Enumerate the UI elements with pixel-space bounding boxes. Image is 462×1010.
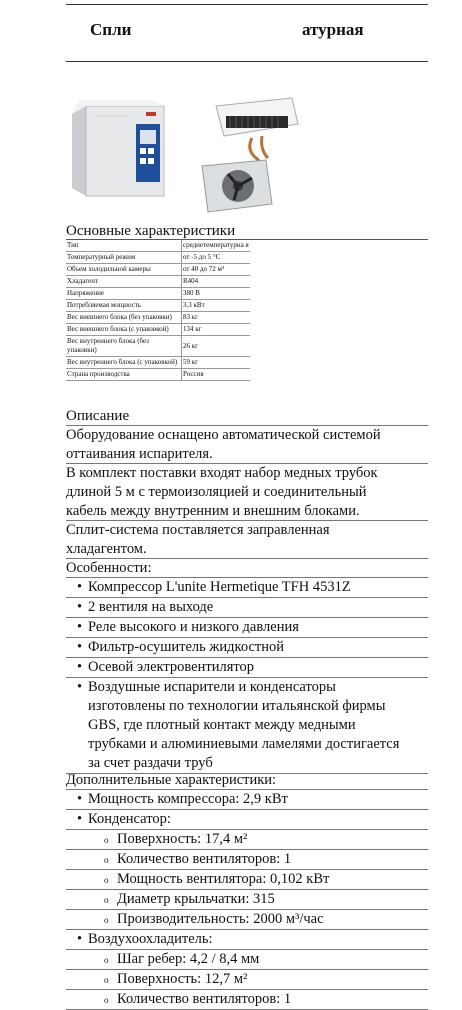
table-row [66, 312, 250, 324]
description-paragraph-3 [66, 521, 428, 559]
top-rule [66, 4, 428, 5]
circle-bullet-icon: o [104, 915, 109, 925]
item-text: за счет раздачи труб [88, 755, 213, 771]
bullet-icon: • [77, 599, 83, 615]
item-text: Диаметр крыльчатки: 315 [117, 891, 275, 907]
text-line: Сплит-система поставляется заправленная [66, 522, 330, 538]
table-row [66, 240, 250, 252]
description-paragraph-2 [66, 464, 428, 521]
spec-key: Напряжение [66, 288, 182, 300]
page-title [66, 14, 428, 48]
item-text: Компрессор L'unite Hermetique TFH 4531Z [88, 579, 351, 595]
item-text: Реле высокого и низкого давления [88, 619, 299, 635]
bullet-icon: • [77, 811, 83, 827]
item-text: Фильтр-осушитель жидкостной [88, 639, 284, 655]
table-row [66, 324, 250, 336]
item-text: трубками и алюминиевыми ламелями достигается [88, 736, 400, 752]
spec-key: Вес внешнего блока (без упаковки) [66, 312, 182, 324]
spec-key: Вес внешнего блока (с упаковкой) [66, 324, 182, 336]
item-text: Производительность: 2000 м³/час [117, 911, 324, 927]
item-text: Поверхность: 17,4 м² [117, 831, 248, 847]
spec-key: Температурный режим [66, 252, 182, 264]
bullet-icon: • [77, 579, 83, 595]
item-text: Шаг ребер: 4,2 / 8,4 мм [117, 951, 260, 967]
text-line: кабель между внутренним и внешним блоками. [66, 503, 360, 519]
text-line: Оборудование оснащено автоматической системой [66, 427, 381, 443]
spec-value: 134 кг [182, 324, 251, 336]
item-text: изготовлены по технологии итальянской фирмы [88, 698, 386, 714]
list-item [66, 598, 428, 618]
table-row [66, 357, 250, 369]
bullet-icon: • [77, 659, 83, 675]
spec-value: 59 кг [182, 357, 251, 369]
product-image [66, 96, 316, 216]
list-item [66, 790, 428, 810]
item-text: Осевой электровентилятор [88, 659, 255, 675]
description-paragraph-1 [66, 426, 428, 464]
list-item [66, 890, 428, 910]
list-item [66, 658, 428, 678]
spec-key: Объем холодильной камеры [66, 264, 182, 276]
spec-value: 26 кг [182, 336, 251, 357]
table-row [66, 369, 250, 381]
title-rule [66, 61, 428, 62]
bullet-icon: • [77, 791, 83, 807]
title-right: атурная [302, 20, 364, 39]
list-item [66, 930, 428, 950]
list-item [66, 870, 428, 890]
spec-value: 380 В [182, 288, 251, 300]
bullet-icon: • [77, 639, 83, 655]
bullet-icon: • [77, 931, 83, 947]
circle-bullet-icon: o [104, 995, 109, 1005]
table-row [66, 252, 250, 264]
circle-bullet-icon: o [104, 875, 109, 885]
spec-key: Хладагент [66, 276, 182, 288]
bullet-icon: • [77, 619, 83, 635]
spec-key: Страна производства [66, 369, 182, 381]
spec-value: 83 кг [182, 312, 251, 324]
item-text: Воздушные испарители и конденсаторы [88, 679, 336, 695]
table-row [66, 300, 250, 312]
item-text: Количество вентиляторов: 1 [117, 991, 292, 1007]
spec-value: R404 [182, 276, 251, 288]
bullet-icon: • [77, 679, 83, 695]
spec-value: от 40 до 72 м³ [182, 264, 251, 276]
circle-bullet-icon: o [104, 975, 109, 985]
spec-key: Вес внутреннего блока (без упаковки) [66, 336, 182, 357]
circle-bullet-icon: o [104, 835, 109, 845]
spec-value: 3.3 кВт [182, 300, 251, 312]
list-item [66, 970, 428, 990]
spec-value: Россия [182, 369, 251, 381]
list-item [66, 990, 428, 1010]
text-line: длиной 5 м с термоизоляцией и соединительный [66, 484, 367, 500]
item-text: Поверхность: 12,7 м² [117, 971, 248, 987]
table-row [66, 276, 250, 288]
list-item [66, 850, 428, 870]
item-text: Мощность вентилятора: 0,102 кВт [117, 871, 330, 887]
table-row [66, 336, 250, 357]
circle-bullet-icon: o [104, 895, 109, 905]
item-text: GBS, где плотный контакт между медными [88, 717, 356, 733]
list-item [66, 618, 428, 638]
specs-heading: Основные характеристики [66, 223, 236, 239]
item-text: 2 вентиля на выходе [88, 599, 214, 615]
spec-key: Потребляемая мощность [66, 300, 182, 312]
list-item [66, 678, 428, 774]
condenser-image [202, 160, 272, 212]
list-item [66, 950, 428, 970]
list-item [66, 638, 428, 658]
spec-key: Тип [66, 240, 182, 252]
circle-bullet-icon: o [104, 955, 109, 965]
item-text: Количество вентиляторов: 1 [117, 851, 292, 867]
table-row [66, 264, 250, 276]
description-heading: Описание [66, 408, 130, 424]
outdoor-unit-image [72, 100, 164, 196]
table-row [66, 288, 250, 300]
list-item [66, 830, 428, 850]
spec-value: среднетемпературна я [182, 240, 251, 252]
spec-key: Вес внутреннего блока (с упаковкой) [66, 357, 182, 369]
list-item [66, 810, 428, 830]
text-line: оттаивания испарителя. [66, 446, 213, 462]
text-line: В комплект поставки входят набор медных трубок [66, 465, 378, 481]
features-heading: Особенности: [66, 560, 152, 576]
item-text: Конденсатор: [88, 811, 171, 827]
circle-bullet-icon: o [104, 855, 109, 865]
extra-heading: Дополнительные характеристики: [66, 772, 277, 788]
item-text: Мощность компрессора: 2,9 кВт [88, 791, 288, 807]
spec-value: от -5 до 5 °С [182, 252, 251, 264]
item-text: Воздухоохладитель: [88, 931, 213, 947]
specs-table [66, 240, 250, 381]
text-line: хладагентом. [66, 541, 147, 557]
extra-list [66, 790, 428, 1010]
features-list [66, 578, 428, 774]
list-item [66, 910, 428, 930]
title-left: Спли [90, 20, 132, 39]
list-item [66, 578, 428, 598]
